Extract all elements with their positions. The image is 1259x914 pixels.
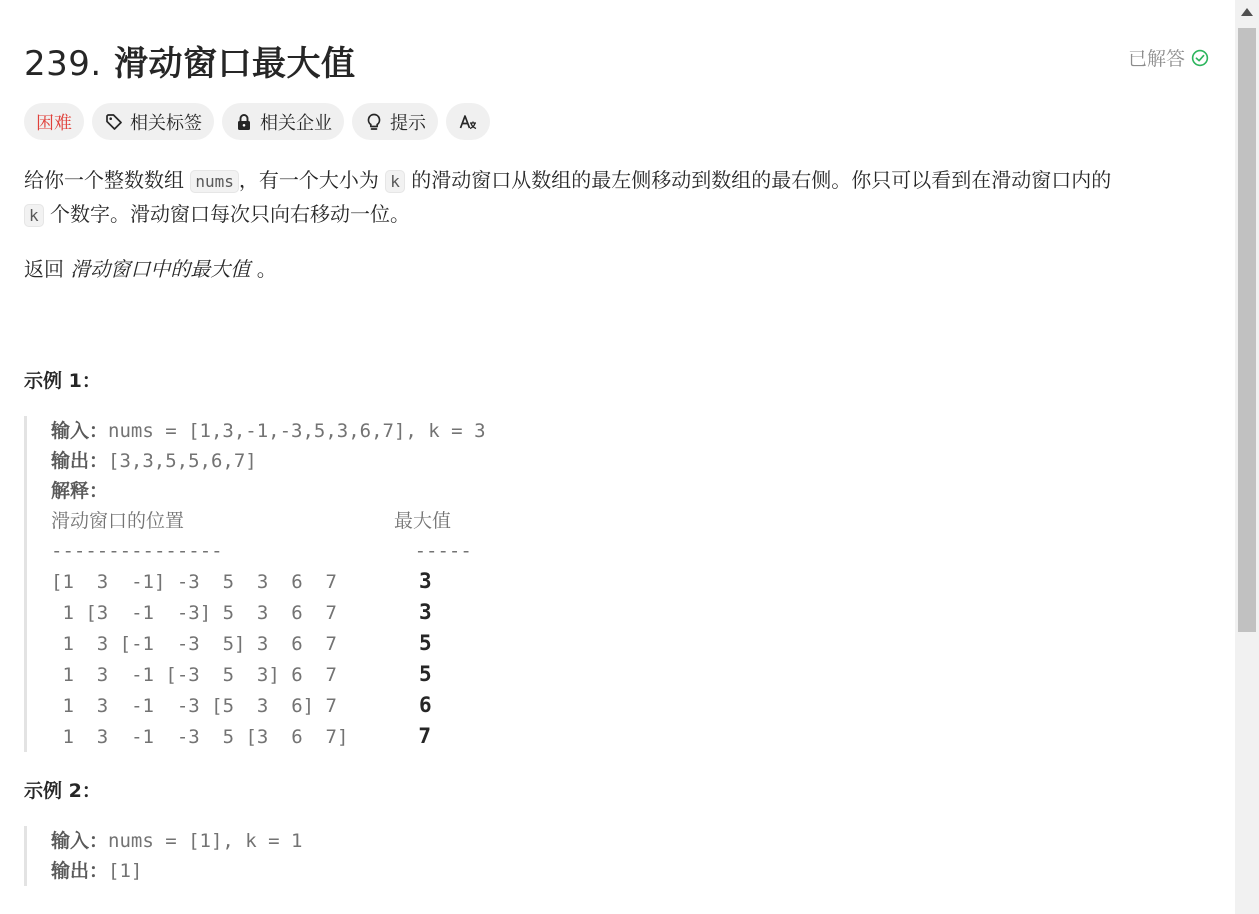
difficulty-label: 困难 (36, 112, 72, 134)
input-value: nums = [1,3,-1,-3,5,3,6,7], k = 3 (108, 420, 486, 442)
code-k: k (24, 204, 44, 227)
code-nums: nums (190, 170, 239, 193)
solved-label: 已解答 (1127, 48, 1185, 70)
tag-icon (104, 112, 124, 132)
window-max: 3 (418, 600, 432, 624)
vertical-scrollbar[interactable] (1235, 0, 1259, 914)
translate-button[interactable] (446, 103, 490, 140)
input-label: 输入： (51, 830, 109, 852)
window-max: 3 (418, 569, 432, 593)
return-prefix: 返回 (24, 257, 71, 281)
output-value: [3,3,5,5,6,7] (108, 450, 257, 472)
window-row: [1 3 -1] -3 5 3 6 7 (51, 571, 337, 593)
problem-name: 滑动窗口最大值 (114, 44, 356, 84)
scroll-up-arrow-icon[interactable] (1241, 8, 1253, 16)
example-1-block (24, 416, 486, 752)
window-row: 1 3 -1 -3 5 [3 6 7] (51, 726, 349, 748)
related-tags-label: 相关标签 (130, 112, 202, 134)
output-label: 输出： (51, 860, 109, 882)
related-companies-label: 相关企业 (260, 112, 332, 134)
window-max: 5 (418, 631, 432, 655)
lock-icon (234, 112, 254, 132)
solved-status (1128, 44, 1209, 71)
problem-description (24, 164, 1184, 232)
problem-number: 239. (24, 44, 102, 84)
scrollbar-thumb[interactable] (1238, 28, 1256, 632)
related-tags-button[interactable] (92, 103, 214, 140)
check-circle-icon (1191, 49, 1209, 67)
window-max: 6 (418, 693, 432, 717)
difficulty-badge[interactable] (24, 103, 84, 140)
desc-text: 给你一个整数数组 (24, 168, 191, 192)
max-value-header: 最大值 (394, 510, 452, 532)
input-label: 输入： (51, 420, 109, 442)
problem-title[interactable] (24, 36, 356, 85)
window-position-header: 滑动窗口的位置 (51, 510, 185, 532)
window-max: 7 (418, 724, 432, 748)
tag-bar (24, 103, 490, 140)
example-2-heading: 示例 2： (24, 780, 101, 802)
related-companies-button[interactable] (222, 103, 344, 140)
dashes-right: ----- (414, 540, 472, 562)
desc-text: ，有一个大小为 (238, 168, 386, 192)
window-row: 1 3 [-1 -3 5] 3 6 7 (51, 633, 337, 655)
translate-icon (458, 112, 478, 132)
return-suffix: 。 (250, 257, 277, 281)
code-k: k (385, 170, 405, 193)
desc-text: 个数字。滑动窗口每次只向右移动一位。 (43, 202, 410, 226)
return-statement (24, 253, 277, 282)
dashes-left: --------------- (51, 540, 223, 562)
example-2-block (24, 826, 302, 886)
return-emphasis: 滑动窗口中的最大值 (70, 257, 251, 281)
window-max: 5 (418, 662, 432, 686)
lightbulb-icon (364, 112, 384, 132)
explain-label: 解释： (51, 480, 109, 502)
hint-button[interactable] (352, 103, 438, 140)
input-value: nums = [1], k = 1 (108, 830, 303, 852)
hint-label: 提示 (390, 112, 426, 134)
window-row: 1 3 -1 [-3 5 3] 6 7 (51, 664, 337, 686)
window-row: 1 3 -1 -3 [5 3 6] 7 (51, 695, 337, 717)
example-1-heading: 示例 1： (24, 370, 101, 392)
window-row: 1 [3 -1 -3] 5 3 6 7 (51, 602, 337, 624)
output-value: [1] (108, 860, 143, 882)
desc-text: 的滑动窗口从数组的最左侧移动到数组的最右侧。你只可以看到在滑动窗口内的 (404, 168, 1112, 192)
output-label: 输出： (51, 450, 109, 472)
